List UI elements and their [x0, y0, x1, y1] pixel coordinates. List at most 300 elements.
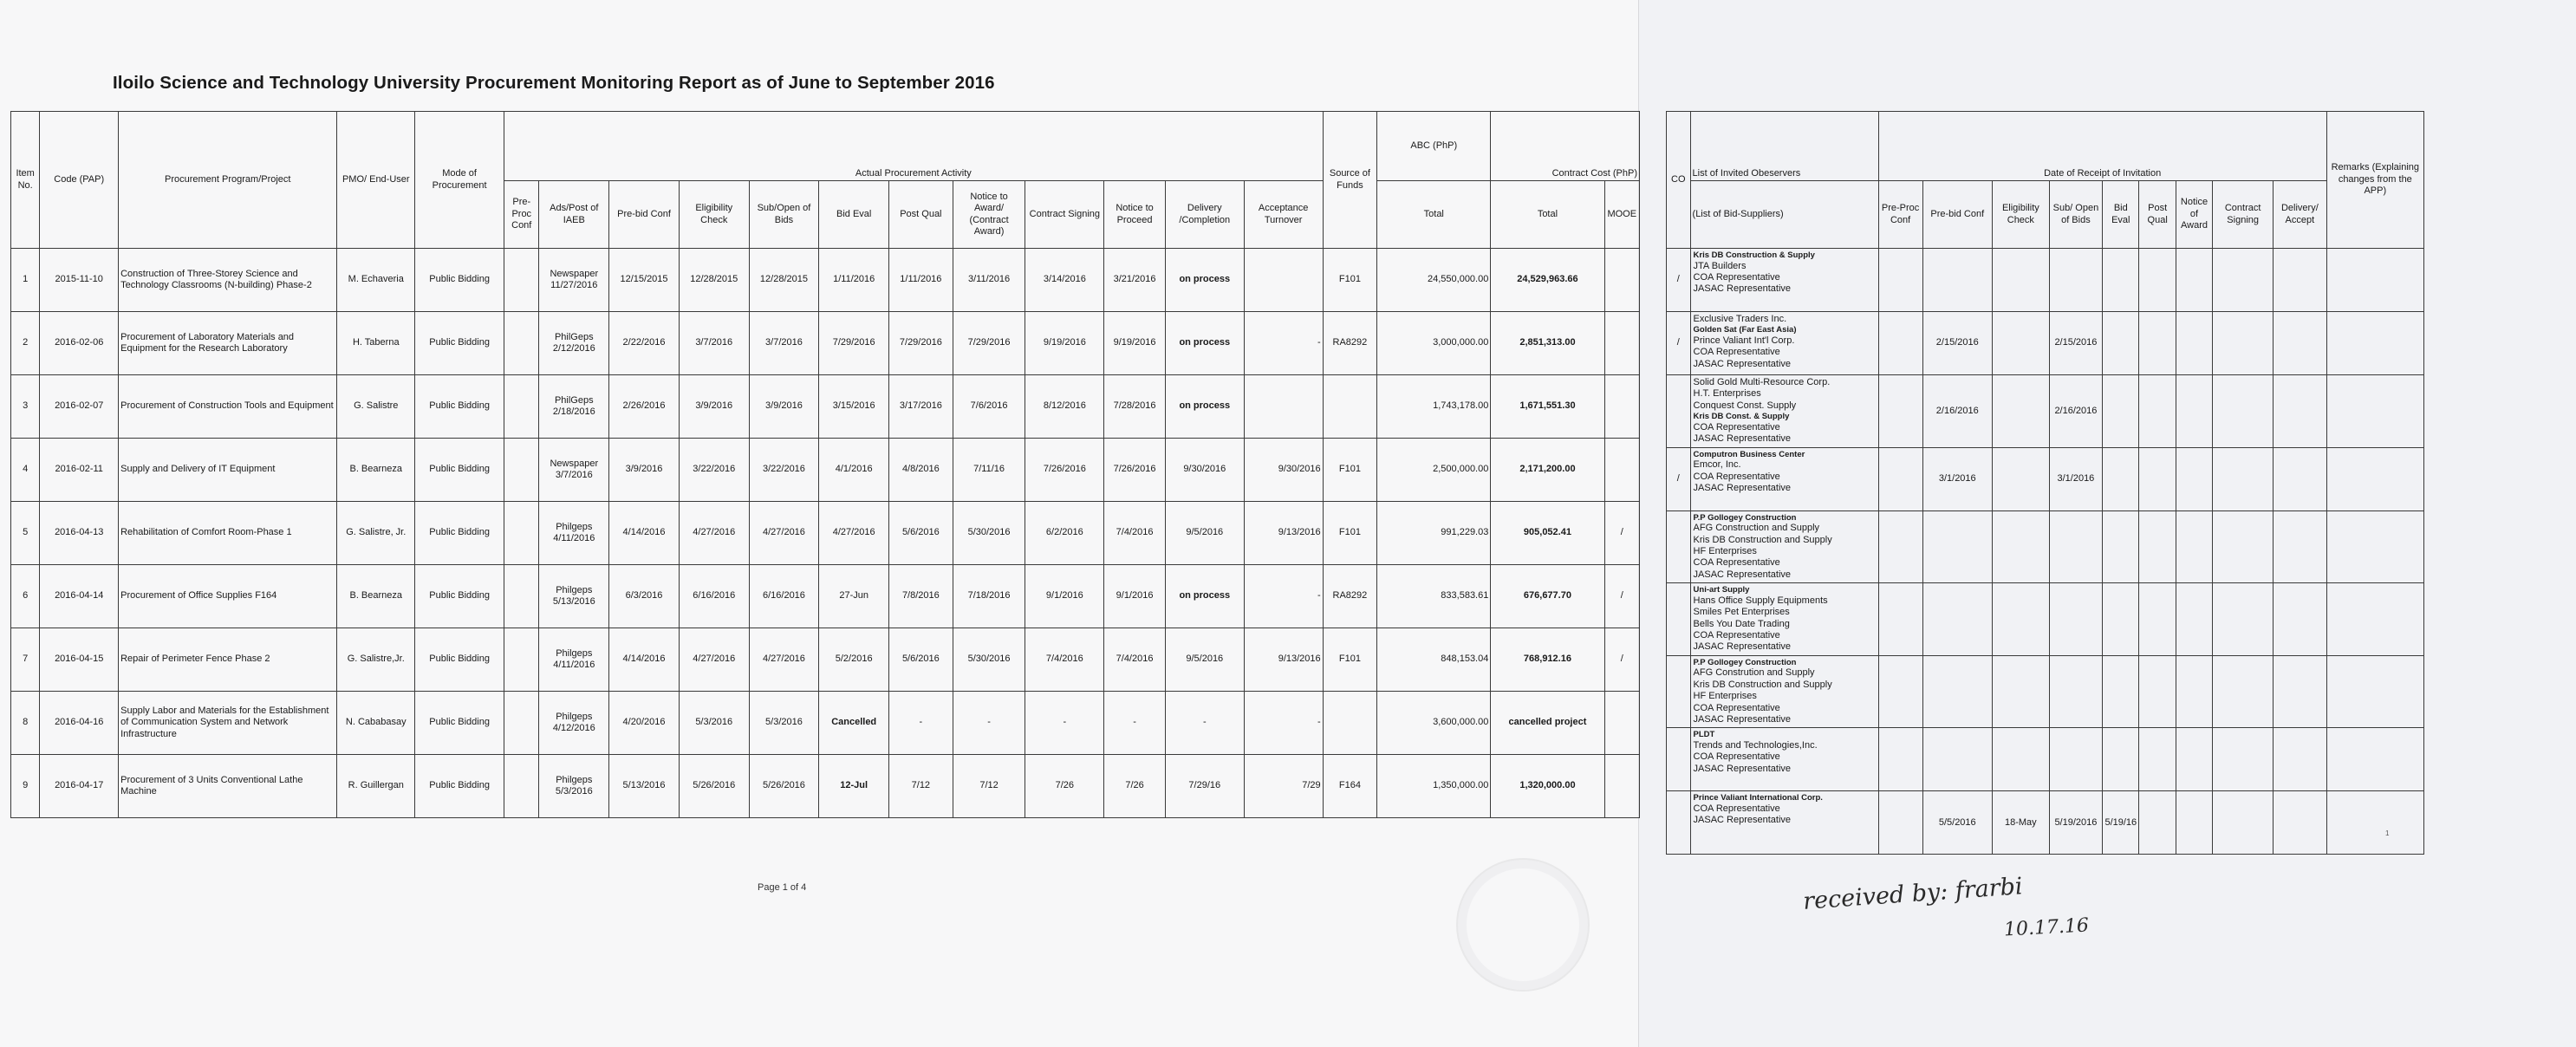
- cell-r-bid-eval: [2103, 249, 2139, 312]
- cell-bid-suppliers: [1690, 510, 1878, 583]
- header-delivery: Delivery /Completion: [1165, 181, 1244, 249]
- cell-r-prebid: [1922, 583, 1993, 656]
- cell-source: F164: [1323, 755, 1377, 818]
- cell-bid-eval: 12-Jul: [819, 755, 889, 818]
- cell-delivery: on process: [1165, 312, 1244, 375]
- supplier-entry: Trends and Technologies,Inc.: [1693, 740, 1818, 751]
- cell-r-post-qual: [2139, 447, 2176, 510]
- cell-mooe: [1604, 439, 1639, 502]
- cell-item-no: 4: [11, 439, 40, 502]
- cell-item-no: 9: [11, 755, 40, 818]
- header-date-receipt: Date of Receipt of Invitation: [1878, 112, 2326, 181]
- cell-mooe: [1604, 312, 1639, 375]
- supplier-entry: JASAC Representative: [1693, 358, 1792, 369]
- cell-mode: Public Bidding: [415, 249, 504, 312]
- header-r-post-qual: Post Qual: [2139, 181, 2176, 249]
- header-mode: Mode of Procurement: [415, 112, 504, 249]
- cell-code: 2016-04-17: [40, 755, 119, 818]
- cell-cc-total: 2,171,200.00: [1491, 439, 1604, 502]
- cell-co: /: [1667, 312, 1691, 375]
- cell-elig: 6/16/2016: [679, 565, 749, 628]
- cell-elig: 4/27/2016: [679, 502, 749, 565]
- header-remarks: Remarks (Explaining changes from the APP): [2326, 112, 2423, 249]
- cell-sub-open: 5/26/2016: [749, 755, 819, 818]
- cell-remarks: [2326, 510, 2423, 583]
- cell-r-pre-proc: [1878, 249, 1922, 312]
- table-row: [11, 439, 1640, 502]
- cell-mode: Public Bidding: [415, 755, 504, 818]
- cell-contract-signing: 7/26: [1025, 755, 1104, 818]
- cell-delivery: 7/29/16: [1165, 755, 1244, 818]
- header-program: Procurement Program/Project: [119, 112, 337, 249]
- supplier-entry: COA Representative: [1693, 803, 1780, 815]
- cell-r-post-qual: [2139, 791, 2176, 855]
- cell-r-prebid: 2/15/2016: [1922, 312, 1993, 375]
- cell-delivery: on process: [1165, 375, 1244, 439]
- cell-r-bid-eval: [2103, 728, 2139, 791]
- cell-co: [1667, 728, 1691, 791]
- faint-seal-watermark: [1456, 858, 1590, 992]
- cell-r-delivery: [2274, 312, 2327, 375]
- table-row: [11, 375, 1640, 439]
- supplier-entry: COA Representative: [1693, 271, 1780, 283]
- cell-bid-suppliers: [1690, 791, 1878, 855]
- cell-r-notice: [2176, 312, 2212, 375]
- cell-bid-suppliers: [1690, 655, 1878, 728]
- cell-r-post-qual: [2139, 312, 2176, 375]
- supplier-entry: Conquest Const. Supply: [1693, 400, 1797, 411]
- cell-source: F101: [1323, 249, 1377, 312]
- cell-delivery: on process: [1165, 565, 1244, 628]
- cell-notice-proceed: 7/28/2016: [1104, 375, 1166, 439]
- table-row: [11, 249, 1640, 312]
- supplier-entry: Hans Office Supply Equipments: [1693, 595, 1828, 606]
- header-eligibility-check: Eligibility Check: [679, 181, 749, 249]
- table-row: [1667, 375, 2424, 448]
- header-r-bid-eval: Bid Eval: [2103, 181, 2139, 249]
- cell-delivery: 9/5/2016: [1165, 502, 1244, 565]
- cell-prebid: 2/26/2016: [609, 375, 680, 439]
- supplier-entry: Bells You Date Trading: [1693, 618, 1790, 629]
- supplier-entry: JASAC Representative: [1693, 714, 1792, 725]
- cell-elig: 4/27/2016: [679, 628, 749, 692]
- cell-prebid: 6/3/2016: [609, 565, 680, 628]
- cell-bid-suppliers: [1690, 583, 1878, 656]
- cell-acceptance: [1244, 375, 1323, 439]
- cell-delivery: 9/5/2016: [1165, 628, 1244, 692]
- cell-abc-total: 848,153.04: [1377, 628, 1491, 692]
- received-by-handwriting: received by: frarbi: [1802, 873, 2024, 915]
- cell-program: Construction of Three-Storey Science and Technology Classrooms (N-building) Phase-2: [119, 249, 337, 312]
- cell-ads-post: Newspaper 3/7/2016: [539, 439, 609, 502]
- page-number: Page 1 of 4: [758, 882, 807, 893]
- supplier-entry: Kris DB Construction and Supply: [1693, 679, 1832, 690]
- cell-pre-proc: [504, 249, 539, 312]
- cell-notice-proceed: 7/4/2016: [1104, 502, 1166, 565]
- header-r-delivery: Delivery/ Accept: [2274, 181, 2327, 249]
- cell-pre-proc: [504, 439, 539, 502]
- cell-r-delivery: [2274, 447, 2327, 510]
- cell-notice-award: 7/18/2016: [953, 565, 1025, 628]
- supplier-entry: HF Enterprises: [1693, 691, 1757, 702]
- supplier-entry: Kris DB Const. & Supply: [1693, 412, 1790, 422]
- cell-prebid: 5/13/2016: [609, 755, 680, 818]
- cell-contract-signing: 6/2/2016: [1025, 502, 1104, 565]
- header-source-funds: Source of Funds: [1323, 112, 1377, 249]
- header-abc-total: Total: [1377, 181, 1491, 249]
- cell-contract-signing: 3/14/2016: [1025, 249, 1104, 312]
- header-bid-suppliers: (List of Bid-Suppliers): [1690, 181, 1878, 249]
- header-sub-open-bids: Sub/Open of Bids: [749, 181, 819, 249]
- cell-r-pre-proc: [1878, 510, 1922, 583]
- table-row: [11, 312, 1640, 375]
- cell-prebid: 12/15/2015: [609, 249, 680, 312]
- cell-r-elig: [1993, 249, 2050, 312]
- cell-mode: Public Bidding: [415, 375, 504, 439]
- cell-acceptance: 9/30/2016: [1244, 439, 1323, 502]
- cell-cc-total: 905,052.41: [1491, 502, 1604, 565]
- cell-pmo: G. Salistre,Jr.: [337, 628, 415, 692]
- cell-bid-eval: 4/27/2016: [819, 502, 889, 565]
- cell-code: 2016-04-15: [40, 628, 119, 692]
- supplier-entry: Golden Sat (Far East Asia): [1693, 325, 1797, 335]
- cell-r-contract: [2213, 312, 2274, 375]
- cell-bid-eval: 7/29/2016: [819, 312, 889, 375]
- cell-notice-award: 7/6/2016: [953, 375, 1025, 439]
- cell-notice-proceed: 9/19/2016: [1104, 312, 1166, 375]
- cell-pre-proc: [504, 502, 539, 565]
- cell-code: 2016-02-11: [40, 439, 119, 502]
- cell-program: Procurement of Construction Tools and Equipment: [119, 375, 337, 439]
- cell-post-qual: 3/17/2016: [889, 375, 953, 439]
- cell-r-prebid: 5/5/2016: [1922, 791, 1993, 855]
- cell-notice-award: 3/11/2016: [953, 249, 1025, 312]
- cell-co: [1667, 655, 1691, 728]
- cell-pmo: G. Salistre, Jr.: [337, 502, 415, 565]
- invitation-receipt-table: [1666, 111, 2424, 855]
- cell-r-sub-open: 3/1/2016: [2049, 447, 2102, 510]
- cell-r-contract: [2213, 791, 2274, 855]
- cell-source: F101: [1323, 439, 1377, 502]
- cell-r-bid-eval: [2103, 375, 2139, 448]
- cell-r-bid-eval: 5/19/16: [2103, 791, 2139, 855]
- cell-r-delivery: [2274, 791, 2327, 855]
- cell-notice-proceed: 9/1/2016: [1104, 565, 1166, 628]
- supplier-entry: JASAC Representative: [1693, 283, 1792, 295]
- supplier-entry: HF Enterprises: [1693, 546, 1757, 556]
- table-row: [1667, 728, 2424, 791]
- header-abc: ABC (PhP): [1377, 112, 1491, 181]
- cell-r-sub-open: [2049, 728, 2102, 791]
- cell-r-notice: [2176, 655, 2212, 728]
- cell-abc-total: 1,350,000.00: [1377, 755, 1491, 818]
- cell-mode: Public Bidding: [415, 692, 504, 755]
- cell-item-no: 5: [11, 502, 40, 565]
- cell-sub-open: 5/3/2016: [749, 692, 819, 755]
- cell-r-elig: 18-May: [1993, 791, 2050, 855]
- table-row: [1667, 791, 2424, 855]
- cell-ads-post: PhilGeps 2/12/2016: [539, 312, 609, 375]
- table-row: [11, 755, 1640, 818]
- cell-bid-eval: 3/15/2016: [819, 375, 889, 439]
- supplier-entry: PLDT: [1693, 730, 1715, 740]
- cell-ads-post: Philgeps 4/12/2016: [539, 692, 609, 755]
- supplier-entry: Kris DB Construction and Supply: [1693, 534, 1832, 545]
- cell-program: Repair of Perimeter Fence Phase 2: [119, 628, 337, 692]
- cell-code: 2016-02-07: [40, 375, 119, 439]
- cell-abc-total: 991,229.03: [1377, 502, 1491, 565]
- cell-notice-award: 7/11/16: [953, 439, 1025, 502]
- cell-pre-proc: [504, 692, 539, 755]
- header-r-sub-open: Sub/ Open of Bids: [2049, 181, 2102, 249]
- cell-co: [1667, 510, 1691, 583]
- cell-r-prebid: 3/1/2016: [1922, 447, 1993, 510]
- cell-remarks: [2326, 791, 2423, 855]
- cell-post-qual: -: [889, 692, 953, 755]
- cell-pmo: G. Salistre: [337, 375, 415, 439]
- cell-r-contract: [2213, 728, 2274, 791]
- cell-r-pre-proc: [1878, 791, 1922, 855]
- cell-pmo: H. Taberna: [337, 312, 415, 375]
- cell-r-contract: [2213, 375, 2274, 448]
- cell-mooe: [1604, 375, 1639, 439]
- cell-abc-total: 2,500,000.00: [1377, 439, 1491, 502]
- cell-mooe: [1604, 755, 1639, 818]
- cell-sub-open: 3/9/2016: [749, 375, 819, 439]
- cell-co: [1667, 791, 1691, 855]
- cell-cc-total: 24,529,963.66: [1491, 249, 1604, 312]
- header-post-qual: Post Qual: [889, 181, 953, 249]
- cell-acceptance: -: [1244, 312, 1323, 375]
- table-row: [1667, 447, 2424, 510]
- cell-bid-eval: 5/2/2016: [819, 628, 889, 692]
- cell-acceptance: -: [1244, 565, 1323, 628]
- cell-mode: Public Bidding: [415, 565, 504, 628]
- cell-r-sub-open: 5/19/2016: [2049, 791, 2102, 855]
- cell-r-sub-open: [2049, 583, 2102, 656]
- cell-delivery: 9/30/2016: [1165, 439, 1244, 502]
- cell-r-delivery: [2274, 249, 2327, 312]
- cell-r-prebid: [1922, 249, 1993, 312]
- cell-acceptance: 9/13/2016: [1244, 502, 1323, 565]
- cell-r-delivery: [2274, 583, 2327, 656]
- table-row: [1667, 510, 2424, 583]
- supplier-entry: JASAC Representative: [1693, 641, 1792, 653]
- cell-r-delivery: [2274, 728, 2327, 791]
- cell-mode: Public Bidding: [415, 628, 504, 692]
- cell-pmo: B. Bearneza: [337, 565, 415, 628]
- supplier-entry: JTA Builders: [1693, 260, 1747, 271]
- cell-delivery: -: [1165, 692, 1244, 755]
- cell-cc-total: 2,851,313.00: [1491, 312, 1604, 375]
- received-date-handwriting: 10.17.16: [2003, 914, 2090, 941]
- cell-code: 2016-02-06: [40, 312, 119, 375]
- cell-pmo: B. Bearneza: [337, 439, 415, 502]
- cell-elig: 12/28/2015: [679, 249, 749, 312]
- cell-notice-proceed: 3/21/2016: [1104, 249, 1166, 312]
- cell-post-qual: 7/12: [889, 755, 953, 818]
- header-item-no: Item No.: [11, 112, 40, 249]
- cell-cc-total: 1,671,551.30: [1491, 375, 1604, 439]
- supplier-entry: Solid Gold Multi-Resource Corp.: [1693, 377, 1831, 387]
- cell-code: 2015-11-10: [40, 249, 119, 312]
- cell-elig: 3/22/2016: [679, 439, 749, 502]
- cell-cc-total: 768,912.16: [1491, 628, 1604, 692]
- header-bid-eval: Bid Eval: [819, 181, 889, 249]
- supplier-entry: Emcor, Inc.: [1693, 459, 1741, 471]
- header-prebid-conf: Pre-bid Conf: [609, 181, 680, 249]
- cell-prebid: 4/14/2016: [609, 628, 680, 692]
- cell-r-contract: [2213, 249, 2274, 312]
- cell-r-bid-eval: [2103, 583, 2139, 656]
- supplier-entry: JASAC Representative: [1693, 483, 1792, 493]
- header-contract-cost: Contract Cost (PhP): [1491, 112, 1640, 181]
- cell-r-notice: [2176, 375, 2212, 448]
- cell-program: Rehabilitation of Comfort Room-Phase 1: [119, 502, 337, 565]
- cell-r-delivery: [2274, 655, 2327, 728]
- cell-code: 2016-04-13: [40, 502, 119, 565]
- cell-notice-proceed: 7/26: [1104, 755, 1166, 818]
- cell-pre-proc: [504, 312, 539, 375]
- header-co: CO: [1667, 112, 1691, 249]
- cell-sub-open: 3/7/2016: [749, 312, 819, 375]
- header-contract-signing: Contract Signing: [1025, 181, 1104, 249]
- margin-mark: 1: [2385, 829, 2390, 837]
- supplier-entry: COA Representative: [1693, 630, 1780, 641]
- cell-r-elig: [1993, 375, 2050, 448]
- supplier-entry: JASAC Representative: [1693, 815, 1792, 826]
- supplier-entry: JASAC Representative: [1693, 433, 1792, 445]
- cell-delivery: on process: [1165, 249, 1244, 312]
- cell-mode: Public Bidding: [415, 312, 504, 375]
- cell-pre-proc: [504, 565, 539, 628]
- cell-source: [1323, 375, 1377, 439]
- cell-pmo: N. Cababasay: [337, 692, 415, 755]
- cell-program: Supply Labor and Materials for the Establishment of Communication System and Network Infrastructure: [119, 692, 337, 755]
- cell-elig: 5/26/2016: [679, 755, 749, 818]
- cell-prebid: 4/14/2016: [609, 502, 680, 565]
- cell-sub-open: 3/22/2016: [749, 439, 819, 502]
- cell-r-sub-open: [2049, 249, 2102, 312]
- cell-prebid: 3/9/2016: [609, 439, 680, 502]
- cell-notice-award: 5/30/2016: [953, 628, 1025, 692]
- cell-bid-eval: 1/11/2016: [819, 249, 889, 312]
- cell-item-no: 3: [11, 375, 40, 439]
- header-mooe: MOOE: [1604, 181, 1639, 249]
- supplier-entry: Prince Valiant Int'l Corp.: [1693, 335, 1795, 346]
- cell-r-sub-open: [2049, 655, 2102, 728]
- cell-mooe: /: [1604, 502, 1639, 565]
- supplier-entry: Uni-art Supply: [1693, 585, 1750, 595]
- header-r-contract: Contract Signing: [2213, 181, 2274, 249]
- cell-program: Procurement of Laboratory Materials and Equipment for the Research Laboratory: [119, 312, 337, 375]
- cell-r-sub-open: [2049, 510, 2102, 583]
- cell-r-notice: [2176, 447, 2212, 510]
- cell-remarks: [2326, 375, 2423, 448]
- cell-remarks: [2326, 447, 2423, 510]
- cell-item-no: 1: [11, 249, 40, 312]
- cell-acceptance: 7/29: [1244, 755, 1323, 818]
- cell-remarks: [2326, 655, 2423, 728]
- cell-r-sub-open: 2/15/2016: [2049, 312, 2102, 375]
- cell-post-qual: 5/6/2016: [889, 628, 953, 692]
- cell-bid-suppliers: [1690, 728, 1878, 791]
- cell-sub-open: 4/27/2016: [749, 628, 819, 692]
- cell-r-pre-proc: [1878, 312, 1922, 375]
- cell-ads-post: PhilGeps 2/18/2016: [539, 375, 609, 439]
- cell-ads-post: Philgeps 5/3/2016: [539, 755, 609, 818]
- cell-r-delivery: [2274, 510, 2327, 583]
- table-row: [11, 502, 1640, 565]
- cell-co: /: [1667, 447, 1691, 510]
- cell-notice-award: 7/12: [953, 755, 1025, 818]
- cell-r-post-qual: [2139, 510, 2176, 583]
- cell-abc-total: 833,583.61: [1377, 565, 1491, 628]
- header-r-elig: Eligibility Check: [1993, 181, 2050, 249]
- cell-pmo: M. Echaveria: [337, 249, 415, 312]
- cell-cc-total: 1,320,000.00: [1491, 755, 1604, 818]
- cell-post-qual: 4/8/2016: [889, 439, 953, 502]
- cell-co: /: [1667, 249, 1691, 312]
- table-row: [11, 628, 1640, 692]
- report-title: Iloilo Science and Technology University Procurement Monitoring Report as of June to September 2016: [113, 73, 995, 93]
- cell-r-pre-proc: [1878, 447, 1922, 510]
- cell-pre-proc: [504, 755, 539, 818]
- table-row: [11, 565, 1640, 628]
- supplier-entry: H.T. Enterprises: [1693, 388, 1761, 400]
- header-notice-award: Notice to Award/ (Contract Award): [953, 181, 1025, 249]
- header-r-notice-award: Notice of Award: [2176, 181, 2212, 249]
- supplier-entry: COA Representative: [1693, 347, 1780, 358]
- cell-source: F101: [1323, 502, 1377, 565]
- cell-pmo: R. Guillergan: [337, 755, 415, 818]
- header-actual-activity: Actual Procurement Activity: [504, 112, 1324, 181]
- supplier-entry: P.P Gollogey Construction: [1693, 657, 1797, 667]
- cell-contract-signing: 7/4/2016: [1025, 628, 1104, 692]
- cell-post-qual: 7/29/2016: [889, 312, 953, 375]
- supplier-entry: COA Representative: [1693, 702, 1780, 713]
- cell-r-notice: [2176, 791, 2212, 855]
- table-row: [1667, 249, 2424, 312]
- cell-mooe: [1604, 692, 1639, 755]
- cell-pre-proc: [504, 375, 539, 439]
- cell-r-prebid: [1922, 728, 1993, 791]
- cell-co: [1667, 375, 1691, 448]
- header-ads-post: Ads/Post of IAEB: [539, 181, 609, 249]
- cell-mooe: /: [1604, 565, 1639, 628]
- cell-abc-total: 3,600,000.00: [1377, 692, 1491, 755]
- table-row: [1667, 583, 2424, 656]
- cell-post-qual: 7/8/2016: [889, 565, 953, 628]
- supplier-entry: Kris DB Construction & Supply: [1693, 250, 1815, 260]
- cell-cc-total: 676,677.70: [1491, 565, 1604, 628]
- cell-mooe: [1604, 249, 1639, 312]
- cell-r-elig: [1993, 510, 2050, 583]
- cell-contract-signing: 9/1/2016: [1025, 565, 1104, 628]
- header-acceptance: Acceptance Turnover: [1244, 181, 1323, 249]
- supplier-entry: P.P Gollogey Construction: [1693, 512, 1797, 523]
- cell-bid-suppliers: [1690, 447, 1878, 510]
- cell-ads-post: Philgeps 4/11/2016: [539, 502, 609, 565]
- cell-r-elig: [1993, 583, 2050, 656]
- cell-r-post-qual: [2139, 728, 2176, 791]
- cell-source: F101: [1323, 628, 1377, 692]
- cell-r-post-qual: [2139, 375, 2176, 448]
- supplier-entry: COA Representative: [1693, 471, 1780, 482]
- cell-bid-eval: 27-Jun: [819, 565, 889, 628]
- supplier-entry: COA Representative: [1693, 751, 1780, 763]
- cell-ads-post: Philgeps 5/13/2016: [539, 565, 609, 628]
